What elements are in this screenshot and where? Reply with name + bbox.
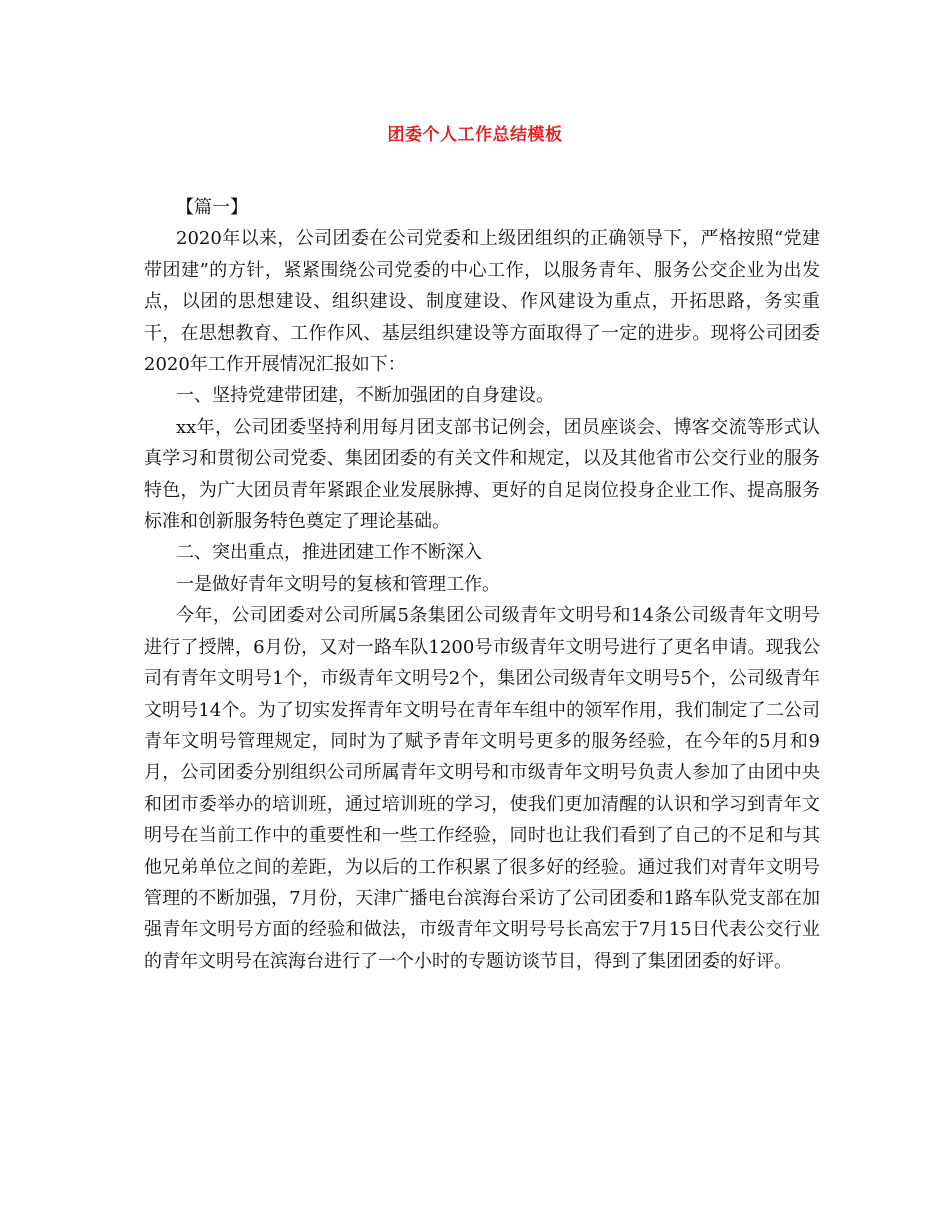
section-heading-part-one: 【篇一】	[176, 197, 248, 218]
subsection-heading-one: 一是做好青年文明号的复核和管理工作。	[176, 573, 500, 595]
document-title: 团委个人工作总结模板	[387, 125, 563, 145]
document-body	[144, 192, 820, 977]
paragraph-youth-civilization: 今年，公司团委对公司所属5条集团公司级青年文明号和14条公司级青年文明号进行了授牌，6月份，又对一路车队1200号市级青年文明号进行了更名申请。现我公司有青年文明号1个，市级青年文明号2个，集团公司级青年文明号5个，公司级青年文明号14个。为了切实发挥青年文明号在青年车组中的领军作用，我们制定了二公司青年文明号管理规定，同时为了赋予青年文明号更多的服务经验，在今年的5月和9月，公司团委分别组织公司所属青年文明号和市级青年文明号负责人参加了由团中央和团市委举办的培训班，通过培训班的学习，使我们更加清醒的认识和学习到青年文明号在当前工作中的重要性和一些工作经验，同时也让我们看到了自己的不足和与其他兄弟单位之间的差距，为以后的工作积累了很多好的经验。通过我们对青年文明号管理的不断加强，7月份，天津广播电台滨海台采访了公司团委和1路车队党支部在加强青年文明号方面的经验和做法，市级青年文明号号长高宏于7月15日代表公交行业的青年文明号在滨海台进行了一个小时的专题访谈节目，得到了集团团委的好评。	[144, 605, 820, 972]
paragraph-study: xx年，公司团委坚持利用每月团支部书记例会，团员座谈会、博客交流等形式认真学习和贯彻公司党委、集团团委的有关文件和规定，以及其他省市公交行业的服务特色，为广大团员青年紧跟企业发展脉搏、更好的自足岗位投身企业工作、提高服务标准和创新服务特色奠定了理论基础。	[144, 416, 820, 533]
paragraph-intro: 2020年以来，公司团委在公司党委和上级团组织的正确领导下，严格按照“党建带团建”的方针，紧紧围绕公司党委的中心工作，以服务青年、服务公交企业为出发点，以团的思想建设、组织建设、制度建设、作风建设为重点，开拓思路，务实重干，在思想教育、工作作风、基层组织建设等方面取得了一定的进步。现将公司团委2020年工作开展情况汇报如下：	[144, 228, 820, 376]
section-heading-one: 一、坚持党建带团建，不断加强团的自身建设。	[176, 385, 554, 407]
section-heading-two: 二、突出重点，推进团建工作不断深入	[176, 542, 482, 564]
